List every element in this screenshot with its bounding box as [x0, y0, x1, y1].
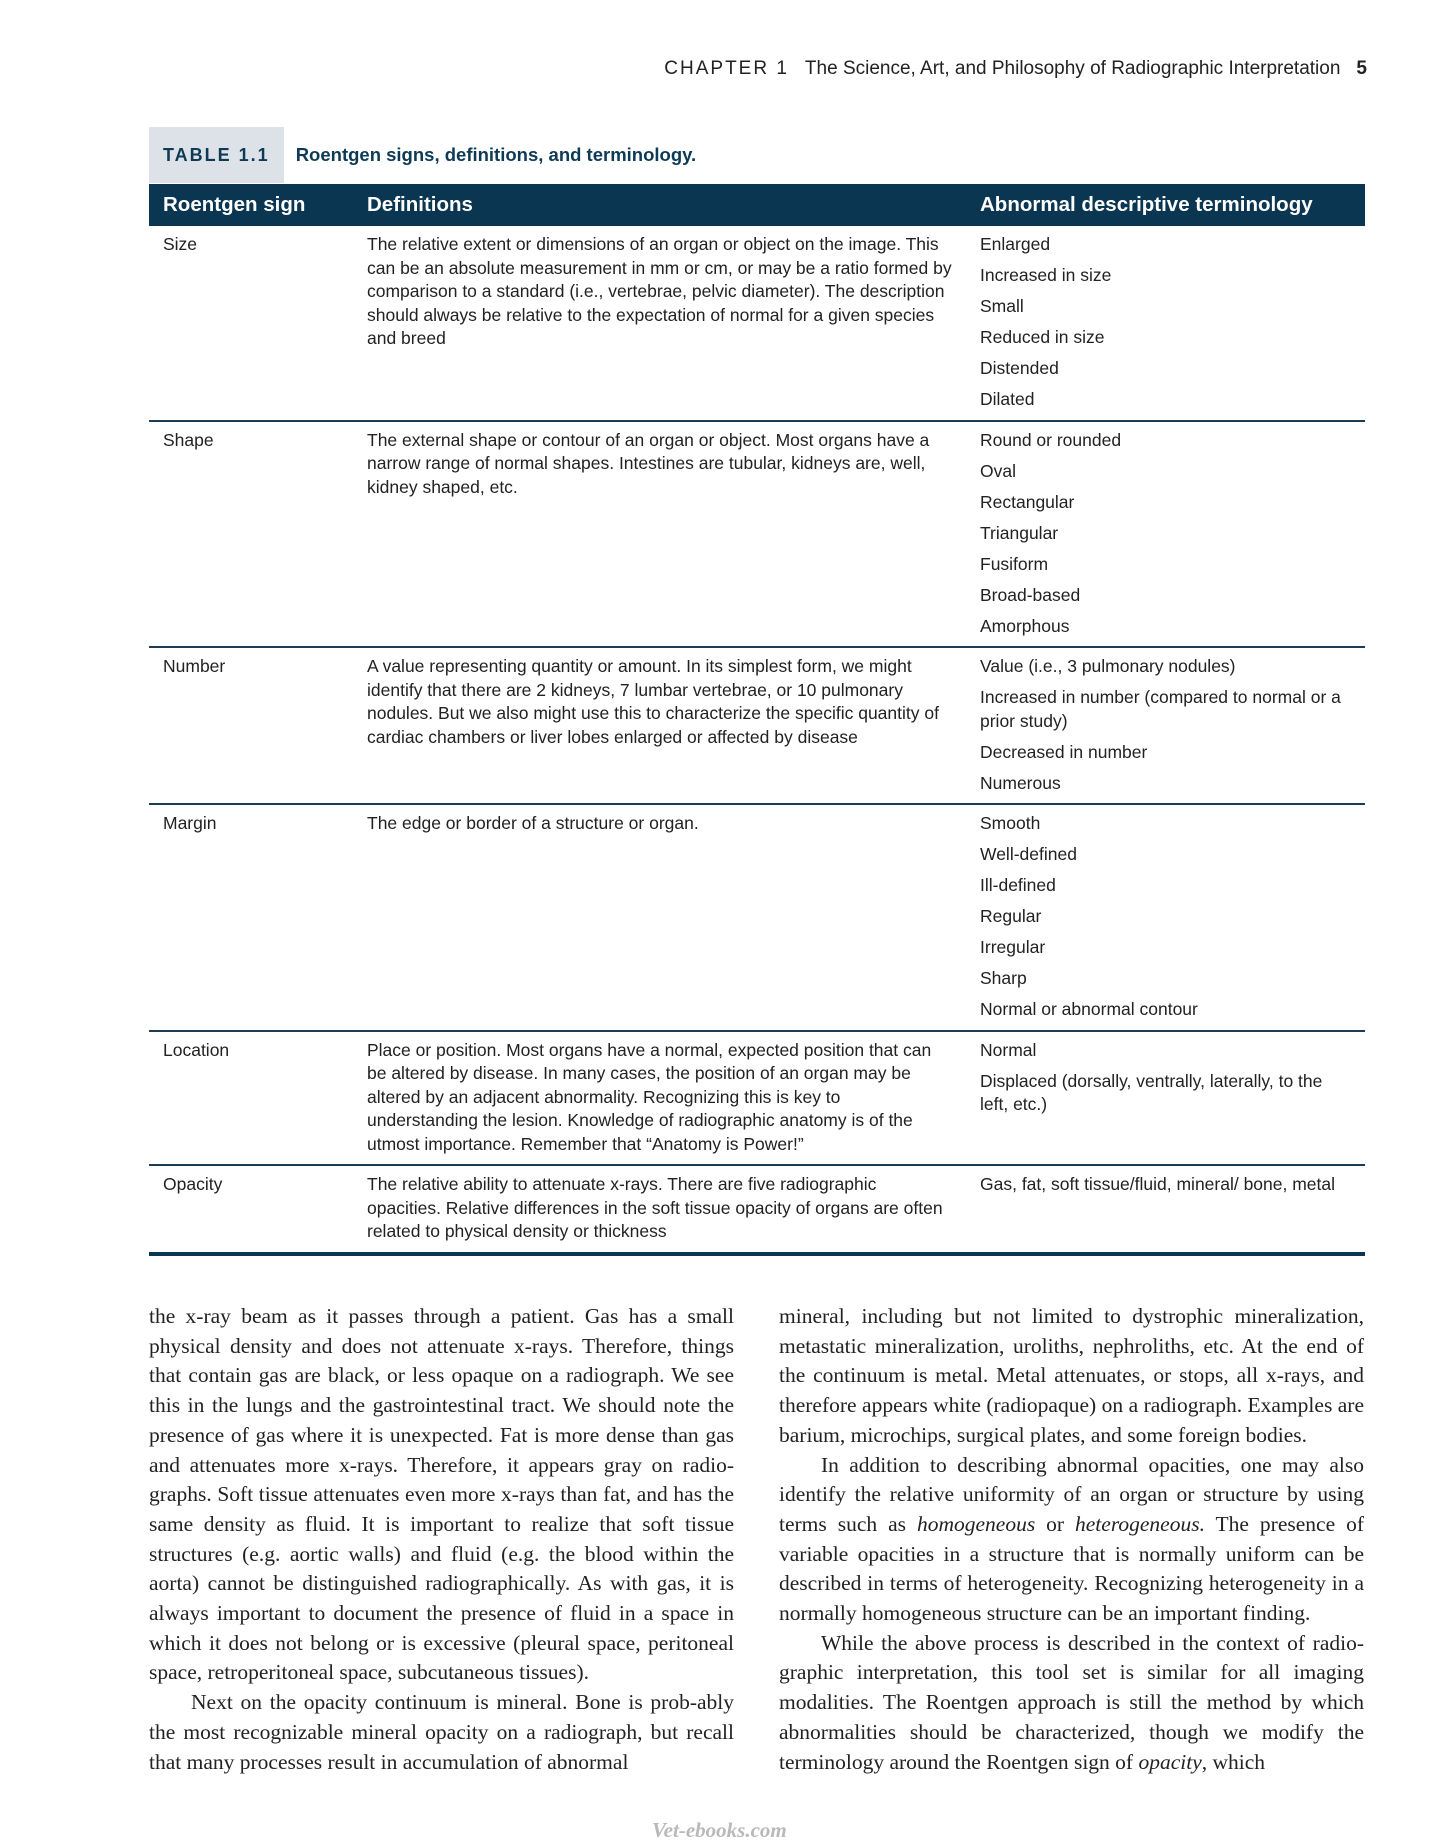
row-sign: Margin — [163, 813, 217, 833]
body-column-left — [149, 1302, 734, 1777]
emphasis-homogeneous: homogeneous — [916, 1511, 1036, 1536]
emphasis-heterogeneous: heterogeneous. — [1075, 1511, 1205, 1536]
table-row — [149, 1165, 1365, 1254]
table-row — [149, 804, 1365, 1031]
page-number: 5 — [1356, 58, 1367, 79]
body-column-right — [779, 1302, 1364, 1777]
term: Irregular — [980, 937, 1046, 957]
term: Well-defined — [980, 844, 1077, 864]
term: Sharp — [980, 968, 1027, 988]
running-head — [664, 58, 1367, 80]
term: Rectangular — [980, 491, 1075, 512]
row-sign: Number — [163, 656, 226, 676]
paragraph — [779, 1629, 1364, 1778]
row-terms — [966, 647, 1365, 804]
term: Round or rounded — [980, 429, 1122, 450]
column-header-sign: Roentgen sign — [149, 184, 353, 226]
row-definition: The edge or border of a structure or organ. — [367, 813, 699, 833]
table-row — [149, 647, 1365, 804]
table-row — [149, 421, 1365, 648]
row-terms — [966, 1165, 1365, 1254]
text-run: In addition to describing abnormal opacities, one may also identify the relative uniformity of an organ or structure by using terms such as — [779, 1452, 1364, 1536]
paragraph: mineral, including but not limited to dystrophic mineralization, metastatic mineralization, uroliths, nephroliths, etc. At the end of the continuum is metal. Metal attenuates, or stops, all x-rays, and therefore appears white (radiopaque) on a radiograph. Examples are barium, microchips, surgical plates, and some foreign bodies. — [779, 1304, 1364, 1447]
term: Dilated — [980, 389, 1035, 409]
term: Small — [980, 296, 1024, 316]
column-header-terminology: Abnormal descriptive terminology — [966, 184, 1365, 226]
term: Amorphous — [980, 615, 1070, 636]
row-definition: The external shape or contour of an organ or object. Most organs have a narrow range of normal shapes. Intestines are tubular, kidneys are, well, kidney shaped, etc. — [367, 429, 930, 497]
table-row — [149, 226, 1365, 421]
paragraph: the x-ray beam as it passes through a patient. Gas has a small physical density and does not attenuate x-rays. Therefore, things that contain gas are black, or less opaque on a radiograph. We see this in the lungs and the gastrointestinal tract. We should note the presence of gas where it is unexpected. Fat is more dense than gas and attenuates more x-rays. Therefore, it appears gray on radio-graphs. Soft tissue attenuates even more x-rays than fat, and has the same density as fluid. It is important to realize that soft tissue structures (e.g. aortic walls) and fluid (e.g. the blood within the aorta) cannot be distinguished radiographically. As with gas, it is always important to document the presence of fluid in a space in which it does not belong or is excessive (pleural space, peritoneal space, retroperitoneal space, subcutaneous tissues). — [149, 1304, 734, 1685]
term: Enlarged — [980, 234, 1051, 254]
term: Oval — [980, 460, 1016, 481]
term: Gas, fat, soft tissue/fluid, mineral/ bone, metal — [980, 1174, 1336, 1194]
term: Distended — [980, 358, 1059, 378]
watermark-logo: Vet-ebooks.com — [652, 1818, 787, 1842]
row-definition: A value representing quantity or amount. In its simplest form, we might identify that there are 2 kidneys, 7 lumbar vertebrae, or 10 pulmonary nodules. But we also might use this to characterize the specific quantity of cardiac chambers or liver lobes enlarged or affected by disease — [367, 656, 939, 747]
term: Reduced in size — [980, 327, 1105, 347]
row-terms — [966, 226, 1365, 421]
chapter-title: The Science, Art, and Philosophy of Radiographic Interpretation — [804, 58, 1341, 79]
text-run: The presence of variable opacities in a structure that is normally uniform can be described in terms of heterogeneity. Recognizing heterogeneity in a normally homogeneous structure can be an important finding. — [779, 1511, 1364, 1626]
row-sign: Size — [163, 234, 198, 254]
emphasis-opacity: opacity — [1138, 1749, 1202, 1774]
row-terms — [966, 421, 1365, 648]
row-definition: Place or position. Most organs have a normal, expected position that can be altered by disease. In many cases, the position of an organ may be altered by an adjacent abnormality. Recognizing this is key to understanding the lesion. Knowledge of radiographic anatomy is of the utmost importance. Remember that “Anatomy is Power!” — [367, 1039, 932, 1154]
table-header-row — [149, 184, 1365, 226]
term: Ill-defined — [980, 875, 1056, 895]
term: Triangular — [980, 522, 1059, 543]
term: Displaced (dorsally, ventrally, laterally, to the left, etc.) — [980, 1070, 1323, 1114]
table-row — [149, 1031, 1365, 1166]
term: Normal or abnormal contour — [980, 999, 1198, 1019]
term: Regular — [980, 906, 1042, 926]
chapter-label: CHAPTER 1 — [664, 58, 789, 79]
row-sign: Opacity — [163, 1174, 223, 1194]
term: Smooth — [980, 813, 1041, 833]
paragraph — [779, 1451, 1364, 1629]
term: Increased in number (compared to normal or a prior study) — [980, 687, 1341, 731]
table-caption — [149, 127, 696, 183]
table — [149, 184, 1365, 1256]
table-label: TABLE 1.1 — [149, 127, 284, 183]
row-terms — [966, 804, 1365, 1031]
term: Decreased in number — [980, 741, 1148, 762]
term: Increased in size — [980, 265, 1112, 285]
row-terms — [966, 1031, 1365, 1166]
term: Numerous — [980, 772, 1061, 793]
row-definition: The relative ability to attenuate x-rays. There are five radiographic opacities. Relative differences in the soft tissue opacity of organs are often related to physical density or thickness — [367, 1174, 943, 1241]
text-run: or — [1035, 1511, 1076, 1536]
paragraph: Next on the opacity continuum is mineral. Bone is prob-ably the most recognizable mineral opacity on a radiograph, but recall that many processes result in accumulation of abnormal — [149, 1690, 734, 1774]
text-run: , which — [1201, 1749, 1266, 1774]
row-sign: Shape — [163, 429, 214, 450]
term: Broad-based — [980, 584, 1081, 605]
row-sign: Location — [163, 1039, 230, 1060]
term: Fusiform — [980, 553, 1049, 574]
row-definition: The relative extent or dimensions of an organ or object on the image. This can be an absolute measurement in mm or cm, or may be a ratio formed by comparison to a standard (i.e., vertebrae, pelvic diameter). The description should always be relative to the expectation of normal for a given species and breed — [367, 234, 952, 348]
term: Value (i.e., 3 pulmonary nodules) — [980, 656, 1236, 676]
column-header-definitions: Definitions — [353, 184, 966, 226]
table-title: Roentgen signs, definitions, and terminology. — [295, 144, 697, 165]
term: Normal — [980, 1039, 1037, 1060]
roentgen-signs-table — [149, 184, 1365, 1256]
text-run: While the above process is described in the context of radio-graphic interpretation, this tool set is similar for all imaging modalities. The Roentgen approach is still the method by which abnormalities should be characterized, though we modify the terminology around the Roentgen sign of — [779, 1630, 1364, 1774]
